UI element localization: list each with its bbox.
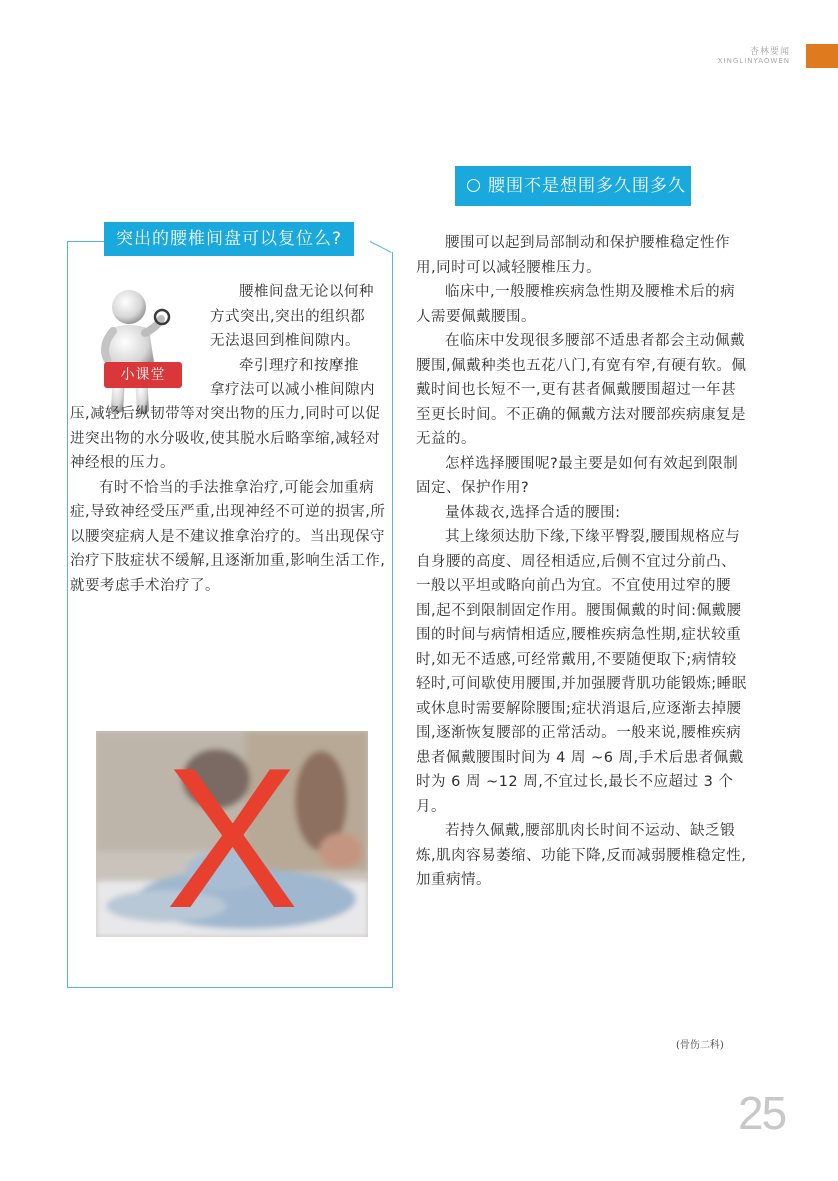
right-section-title-text: 腰围不是想围多久围多久 bbox=[488, 176, 686, 196]
box-top-border bbox=[67, 241, 105, 242]
text-line: 无法退回到椎间隙内。 bbox=[210, 333, 360, 349]
left-paragraph-1-top bbox=[210, 280, 388, 403]
right-section-title bbox=[455, 166, 691, 206]
left-text-body bbox=[70, 402, 392, 598]
text-line: 方式突出,突出的组织都 bbox=[210, 308, 366, 325]
right-paragraph: 腰围可以起到局部制动和保护腰椎稳定性作用,同时可以减轻腰椎压力。 bbox=[416, 235, 730, 276]
left-paragraph-1-rest: 压,减轻后纵韧带等对突出物的压力,同时可以促进突出物的水分吸收,使其脱水后略挛缩,减轻对神经根的压力。 bbox=[70, 406, 381, 471]
right-paragraph: 怎样选择腰围呢?最主要是如何有效起到限制固定、保护作用? bbox=[416, 455, 739, 496]
text-line: 牵引理疗和按摩推 bbox=[239, 357, 359, 374]
figure-with-magnifier-icon bbox=[95, 287, 175, 417]
author-signature: (骨伤二科) bbox=[676, 1040, 724, 1051]
section-title-en: XINGLINYAOWEN bbox=[717, 57, 790, 65]
section-color-tab bbox=[806, 44, 838, 68]
right-paragraph: 临床中,一般腰椎疾病急性期及腰椎术后的病人需要佩戴腰围。 bbox=[416, 284, 736, 325]
right-paragraph: 若持久佩戴,腰部肌肉长时间不运动、缺乏锻炼,肌肉容易萎缩、功能下降,反而减弱腰椎稳定性,加重病情。 bbox=[416, 823, 747, 888]
section-title-cn: 杏林要闻 bbox=[749, 47, 790, 57]
text-line: 腰椎间盘无论以何种 bbox=[239, 284, 374, 300]
right-paragraph: 其上缘须达肋下缘,下缘平臀裂,腰围规格应与自身腰的高度、周径相适应,后侧不宜过分前凸、一般以平坦或略向前凸为宜。不宜使用过窄的腰围,起不到限制固定作用。腰围佩戴的时间:佩戴腰围的时间与病情相适应,腰椎疾病急性期,症状较重时,如无不适感,可经常戴用,不要随便取下;病情较轻时,可间歇使用腰围,并加强腰背肌功能锻炼;睡眠或休息时需要解除腰围;症状消退后,应逐渐去掉腰围,逐渐恢复腰部的正常活动。一般来说,腰椎疾病患者佩戴腰围时间为 4 周 ~6 周,手术后患者佩戴时为 6 周 ~12 周,不宜过长,最长不应超过 3 个月。 bbox=[416, 529, 747, 815]
left-section-title: 突出的腰椎间盘可以复位么? bbox=[104, 222, 354, 256]
incorrect-massage-photo bbox=[96, 731, 368, 937]
mini-class-badge: 小课堂 bbox=[104, 362, 182, 388]
right-paragraph: 在临床中发现很多腰部不适患者都会主动佩戴腰围,佩戴种类也五花八门,有宽有窄,有硬有软。佩戴时间也长短不一,更有甚者佩戴腰围超过一年甚至更长时间。不正确的佩戴方法对腰部疾病康复是无益的。 bbox=[416, 333, 747, 447]
left-paragraph-2: 有时不恰当的手法推拿治疗,可能会加重病症,导致神经受压严重,出现神经不可逆的损害,所以腰突症病人是不建议推拿治疗的。当出现保守治疗下肢症状不缓解,且逐渐加重,影响生活工作,就要考虑手术治疗了。 bbox=[70, 479, 386, 594]
circle-bullet-icon bbox=[467, 179, 480, 192]
box-right-border bbox=[392, 252, 393, 988]
cross-mark-icon: X bbox=[165, 731, 299, 937]
right-paragraph: 量体裁衣,选择合适的腰围: bbox=[445, 504, 621, 521]
right-text-body bbox=[416, 231, 748, 893]
text-line: 拿疗法可以减小椎间隙内 bbox=[210, 382, 375, 398]
page-number: 25 bbox=[738, 1087, 786, 1139]
